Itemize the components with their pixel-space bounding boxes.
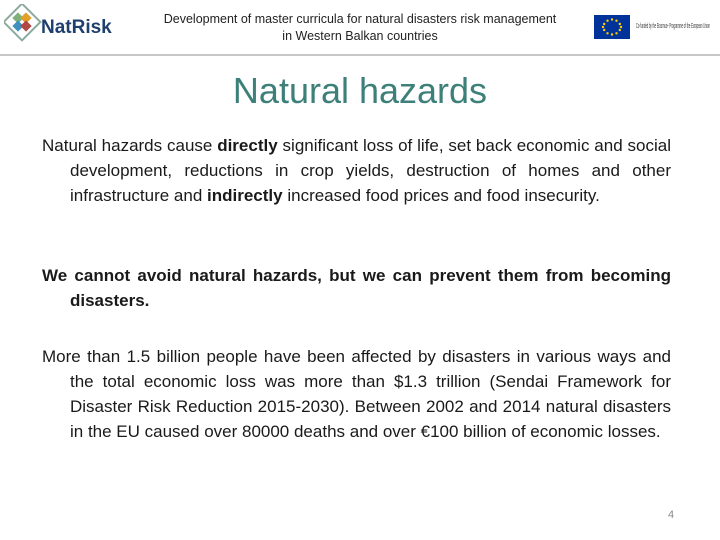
paragraph-prevention: We cannot avoid natural hazards, but we can prevent them from becoming disasters.	[42, 266, 671, 310]
paragraph-hazards-impact	[42, 133, 671, 208]
header-divider	[0, 54, 720, 56]
page-number: 4	[668, 509, 675, 521]
paragraph-statistics: More than 1.5 billion people have been affected by disasters in various ways and the total economic loss was more than $1.3 trillion (Sendai Framework for Disaster Risk Reduction 2015-2030). Between 2002 and 2014 natural disasters in the EU caused over 80000 deaths and over €100 billion of economic losses.	[42, 347, 671, 441]
eu-cofunded-text: Co-funded by the Erasmus+ Programme of the European Union	[636, 23, 711, 30]
erasmus-cofunded-logo	[594, 14, 714, 40]
natrisk-logo-text: NatRisk	[41, 17, 112, 38]
natrisk-logo	[4, 4, 116, 46]
project-subtitle: Development of master curricula for natural disasters risk management in Western Balkan countries	[163, 12, 557, 43]
slide-title: Natural hazards	[232, 70, 488, 111]
natrisk-logo-diamond-icon	[4, 4, 40, 40]
p1-bold-indirectly: indirectly	[207, 186, 283, 205]
slide-header	[0, 0, 720, 48]
p1-text-c: significant loss of life, set back economic and social development, reductions in crop yields, destruction of homes and other infrastructure and	[70, 136, 671, 205]
p1-bold-directly: directly	[217, 136, 278, 155]
p1-text-a: Natural hazards cause	[42, 136, 218, 155]
p1-text-e: increased food prices and food insecurity.	[282, 186, 600, 205]
